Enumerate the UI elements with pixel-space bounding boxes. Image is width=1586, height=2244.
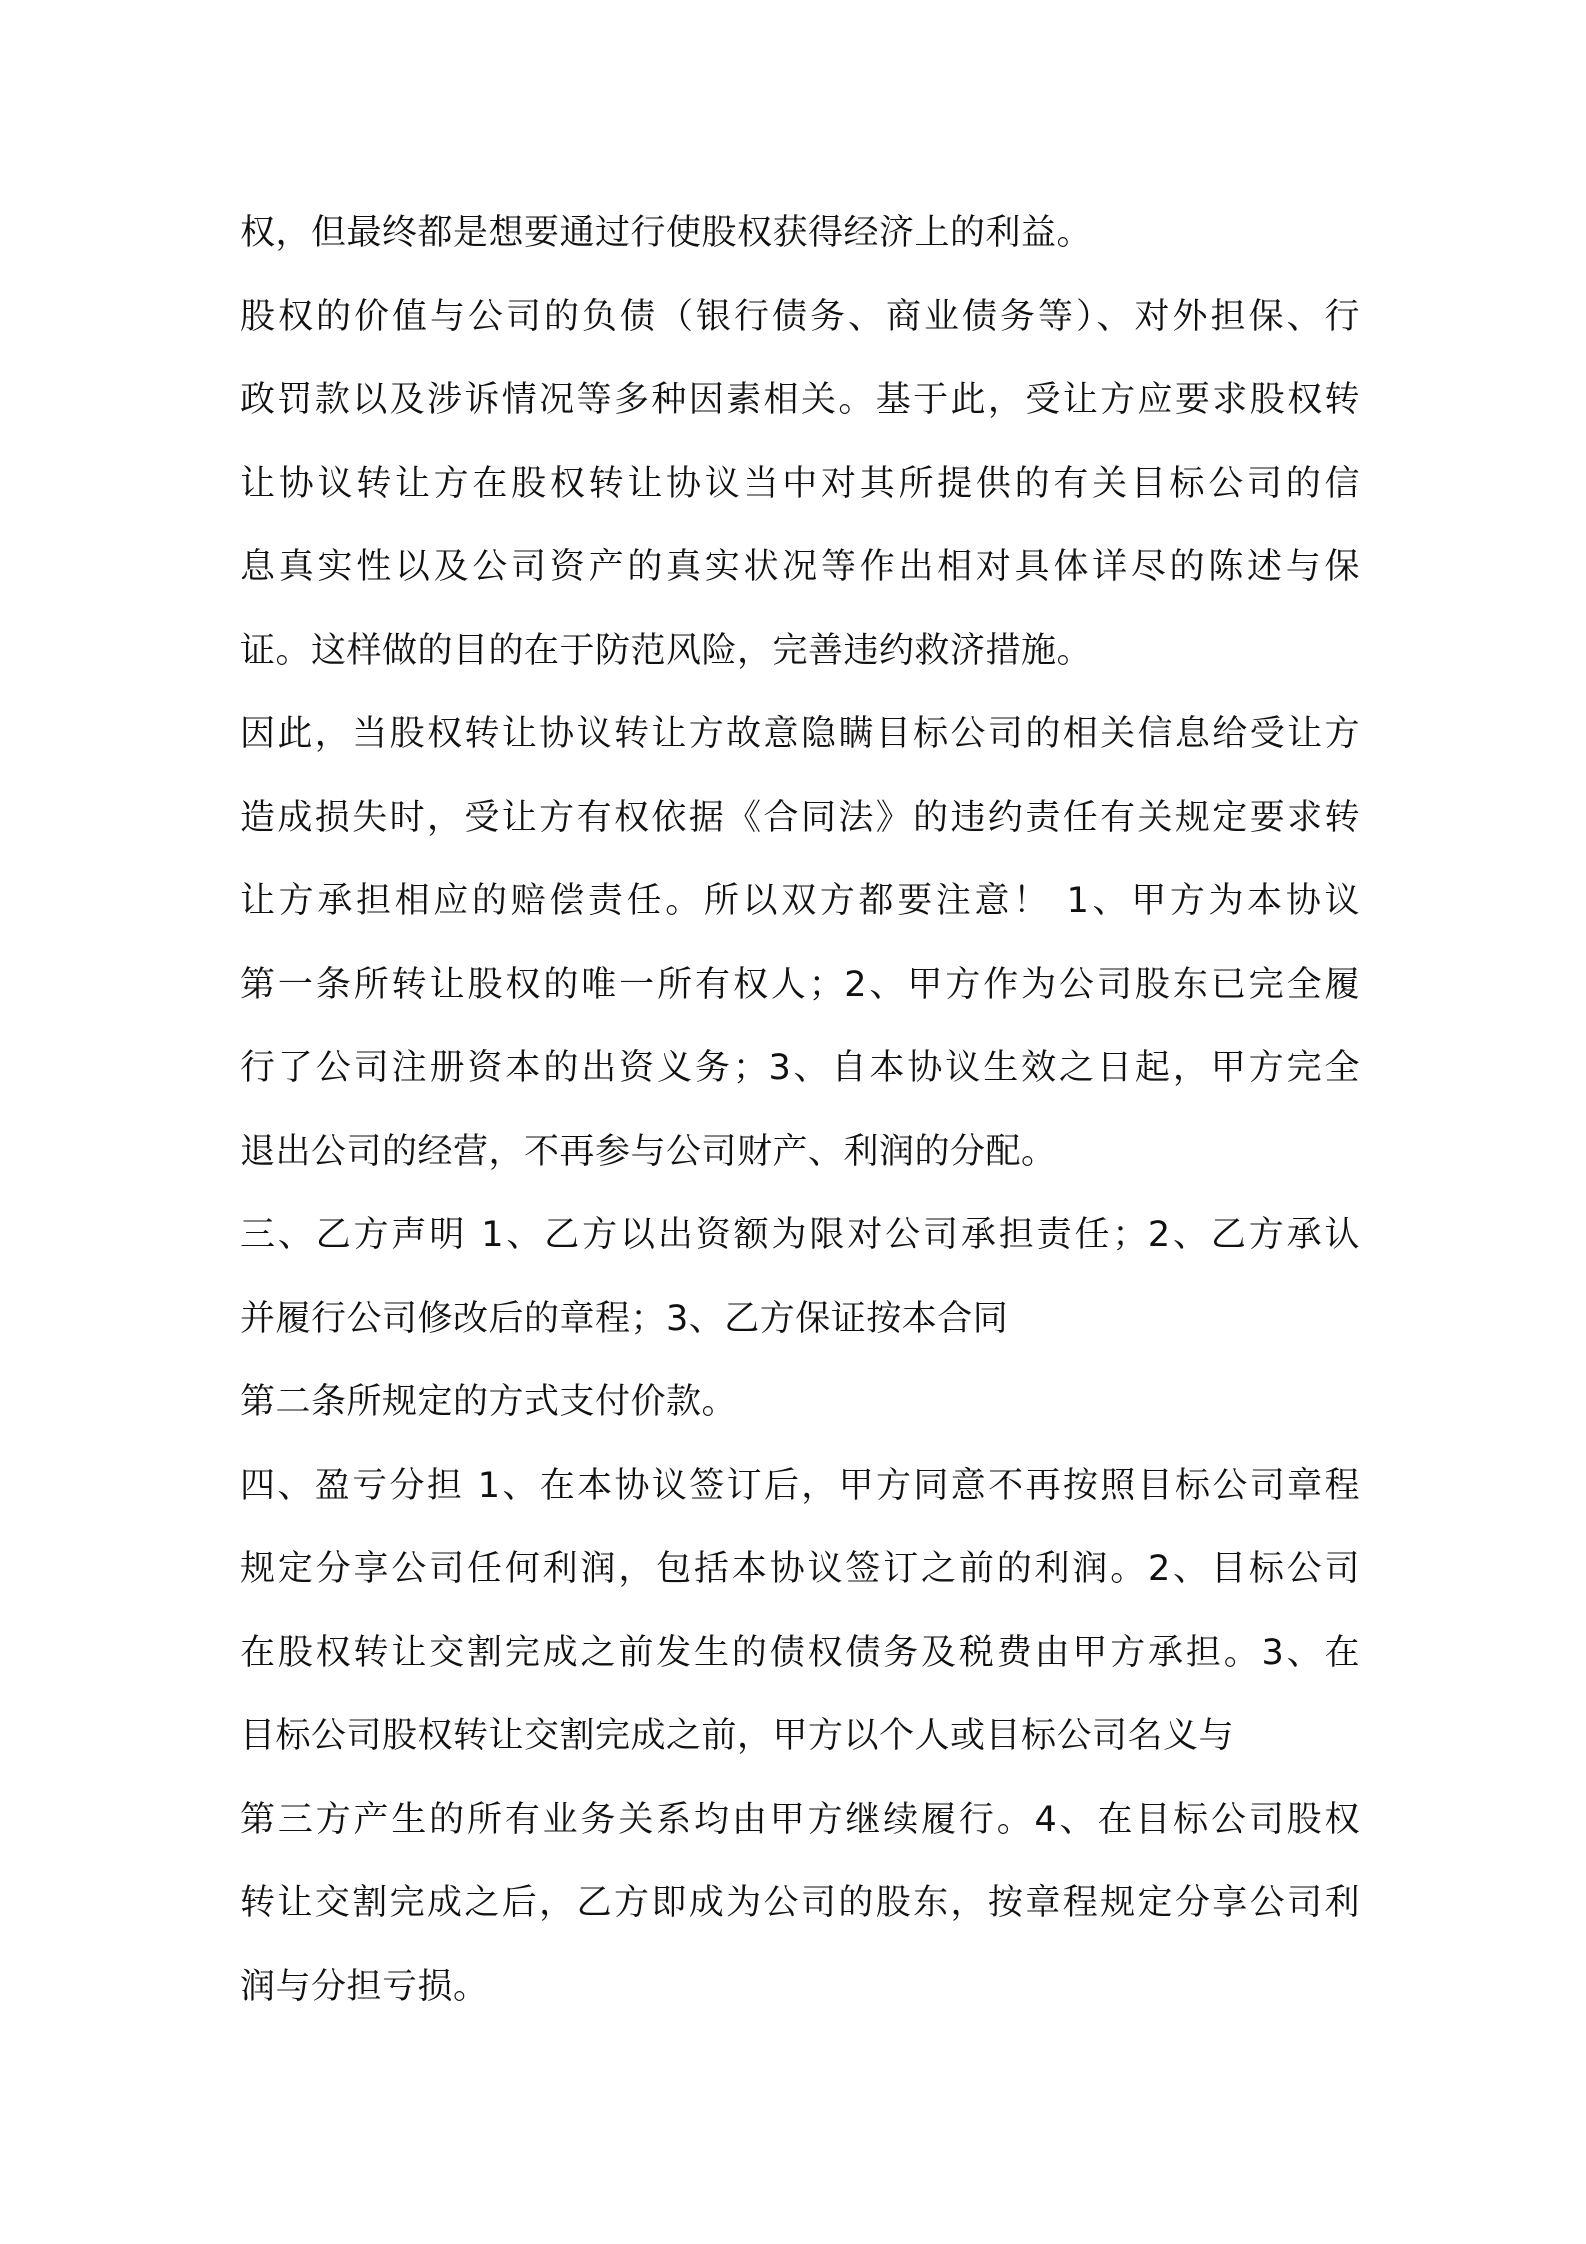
text-line-6: 证。这样做的目的在于防范风险，完善违约救济措施。 (240, 630, 1093, 671)
text-line-20: 第三方产生的所有业务关系均由甲方继续履行。4、在目标公司股权 (240, 1799, 1360, 1840)
text-line-11: 行了公司注册资本的出资义务；3、自本协议生效之日起，甲方完全 (240, 1048, 1360, 1088)
text-line-14: 并履行公司修改后的章程；3、乙方保证按本合同 (240, 1298, 1009, 1339)
text-line-18: 在股权转让交割完成之前发生的债权债务及税费由甲方承担。3、在 (240, 1632, 1360, 1673)
text-line-1: 权，但最终都是想要通过行使股权获得经济上的利益。 (240, 213, 1093, 253)
text-line-5: 息真实性以及公司资产的真实状况等作出相对具体详尽的陈述与保 (240, 547, 1360, 587)
text-line-16: 四、盈亏分担 1、在本协议签订后，甲方同意不再按照目标公司章程 (240, 1465, 1360, 1506)
text-line-15: 第二条所规定的方式支付价款。 (240, 1382, 738, 1422)
text-line-3: 政罚款以及涉诉情况等多种因素相关。基于此，受让方应要求股权转 (240, 380, 1360, 420)
text-line-13: 三、乙方声明 1、乙方以出资额为限对公司承担责任；2、乙方承认 (240, 1215, 1360, 1255)
text-line-10: 第一条所转让股权的唯一所有权人；2、甲方作为公司股东已完全履 (240, 964, 1360, 1005)
document-body (240, 192, 1360, 2029)
text-line-9: 让方承担相应的赔偿责任。所以双方都要注意！ 1、甲方为本协议 (240, 881, 1360, 921)
text-line-8: 造成损失时，受让方有权依据《合同法》的违约责任有关规定要求转 (240, 797, 1360, 838)
text-line-22: 润与分担亏损。 (240, 1966, 489, 2007)
text-line-2: 股权的价值与公司的负债（银行债务、商业债务等）、对外担保、行 (240, 296, 1360, 337)
text-line-21: 转让交割完成之后，乙方即成为公司的股东，按章程规定分享公司利 (240, 1883, 1360, 1923)
text-line-7: 因此，当股权转让协议转让方故意隐瞒目标公司的相关信息给受让方 (240, 714, 1360, 754)
text-line-4: 让协议转让方在股权转让协议当中对其所提供的有关目标公司的信 (240, 463, 1360, 504)
text-line-17: 规定分享公司任何利润，包括本协议签订之前的利润。2、目标公司 (240, 1549, 1360, 1589)
text-line-12: 退出公司的经营，不再参与公司财产、利润的分配。 (240, 1131, 1057, 1172)
text-line-19: 目标公司股权转让交割完成之前，甲方以个人或目标公司名义与 (240, 1716, 1235, 1756)
